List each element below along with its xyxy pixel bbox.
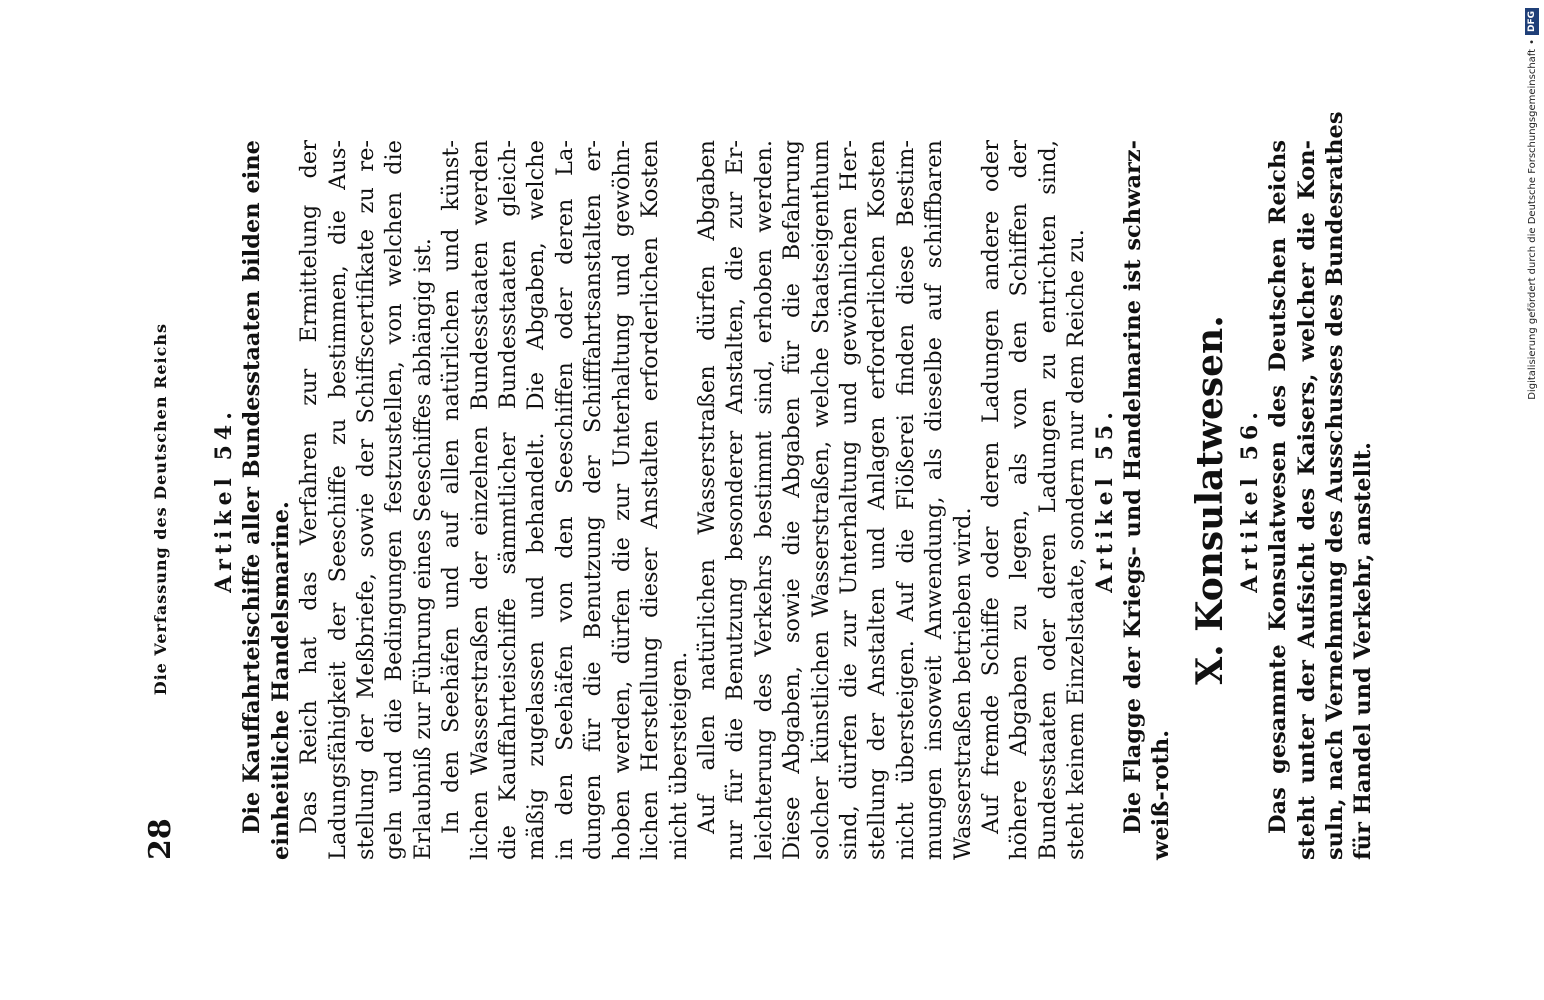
text-line: Die Kauffahrteischiffe aller Bundesstaaten bilden eine: [239, 140, 266, 834]
text-line: Das gesammte Konsulatwesen des Deutschen Reichs: [1265, 140, 1292, 834]
text-line: Auf fremde Schiffe oder deren Ladungen andere oder: [977, 140, 1004, 834]
text-line: sind, dürfen die zur Unterhaltung und gewöhnlichen Her-: [835, 140, 862, 860]
text-line: in den Seehäfen von den Seeschiffen oder deren La-: [551, 140, 578, 860]
text-line: dungen für die Benutzung der Schifffahrtsanstalten er-: [580, 140, 607, 860]
page-content: [140, 111, 1377, 860]
text-line: geln und die Bedingungen festzustellen, von welchen die: [381, 140, 408, 860]
running-head: [140, 140, 180, 860]
article-55-heading: Artikel 55.: [1091, 407, 1118, 593]
text-line: steht unter der Aufsicht des Kaisers, welcher die Kon-: [1293, 140, 1320, 860]
text-line: Bundesstaaten oder deren Ladungen zu entrichten sind,: [1034, 140, 1061, 860]
text-line: einheitliche Handelsmarine.: [267, 501, 294, 860]
text-line: Das Reich hat das Verfahren zur Ermittelung der: [296, 140, 323, 834]
text-line: nicht übersteigen.: [665, 651, 692, 860]
credit-separator: •: [1526, 39, 1538, 45]
text-line: mäßig zugelassen und behandelt. Die Abgaben, welche: [523, 140, 550, 860]
body-text: [210, 111, 1378, 860]
text-line: stellung der Meßbriefe, sowie der Schiffscertifikate zu re-: [353, 140, 380, 860]
article-54-paragraph-1: [238, 140, 295, 860]
text-line: Diese Abgaben, sowie die Abgaben für die Befahrung: [779, 140, 806, 860]
article-54-paragraph-5: [977, 140, 1091, 860]
digitization-credit: [1522, 8, 1542, 398]
text-line: Erlaubniß zur Führung eines Seeschiffes abhängig ist.: [409, 238, 436, 860]
text-line: lichen Herstellung dieser Anstalten erforderlichen Kosten: [637, 140, 664, 860]
text-line: hoben werden, dürfen die zur Unterhaltung und gewöhn-: [608, 140, 635, 860]
text-line: steht keinem Einzelstaate, sondern nur dem Reiche zu.: [1063, 229, 1090, 860]
text-line: weiß-roth.: [1148, 729, 1175, 860]
text-line: höhere Abgaben zu legen, als von den Schiffen der: [1006, 140, 1033, 860]
article-56-heading: Artikel 56.: [1236, 407, 1263, 593]
text-line: für Handel und Verkehr, anstellt.: [1350, 442, 1377, 860]
text-line: Auf allen natürlichen Wasserstraßen dürfen Abgaben: [693, 140, 720, 834]
credit-text: Digitalisierung gefördert durch die Deutsche Forschungsgemeinschaft: [1526, 48, 1538, 400]
text-line: Die Flagge der Kriegs- und Handelmarine ist schwarz-: [1120, 140, 1146, 834]
text-line: die Kauffahrteischiffe sämmtlicher Bundesstaaten gleich-: [495, 140, 522, 860]
article-54-paragraph-4: [693, 140, 977, 860]
text-line: suln, nach Vernehmung des Ausschusses des Bundesrathes: [1322, 111, 1349, 860]
rotated-page: [140, 111, 1377, 860]
article-54-heading: Artikel 54.: [211, 407, 237, 593]
text-line: nur für die Benutzung besonderer Anstalten, die zur Er-: [722, 140, 749, 860]
text-line: mungen insoweit Anwendung, als dieselbe auf schiffbaren: [921, 140, 948, 860]
article-54-paragraph-2: [295, 140, 437, 860]
section-heading: X. Konsulatwesen.: [1188, 315, 1231, 685]
page-number: 28: [142, 818, 178, 860]
text-line: leichterung des Verkehrs bestimmt sind, erhoben werden.: [750, 140, 777, 860]
digitization-credit-rotated: [1522, 8, 1542, 398]
text-line: stellung der Anstalten und Anlagen erforderlichen Kosten: [864, 140, 891, 860]
text-line: Wasserstraßen betrieben wird.: [949, 507, 976, 860]
text-line: Ladungsfähigkeit der Seeschiffe zu bestimmen, die Aus-: [324, 140, 351, 860]
dfg-logo: DFG: [1525, 8, 1539, 35]
article-55-paragraph-1: [1119, 140, 1176, 860]
text-line: solcher künstlichen Wasserstraßen, welche Staatseigenthum: [807, 140, 834, 860]
running-head-title: Die Verfassung des Deutschen Reichs: [150, 322, 170, 696]
article-56-paragraph-1: [1264, 111, 1378, 860]
article-54-paragraph-3: [437, 140, 693, 860]
text-line: nicht übersteigen. Auf die Flößerei finden diese Bestim-: [892, 140, 919, 860]
text-line: lichen Wasserstraßen der einzelnen Bundesstaaten werden: [466, 140, 493, 860]
text-line: In den Seehäfen und auf allen natürlichen und künst-: [438, 140, 465, 834]
